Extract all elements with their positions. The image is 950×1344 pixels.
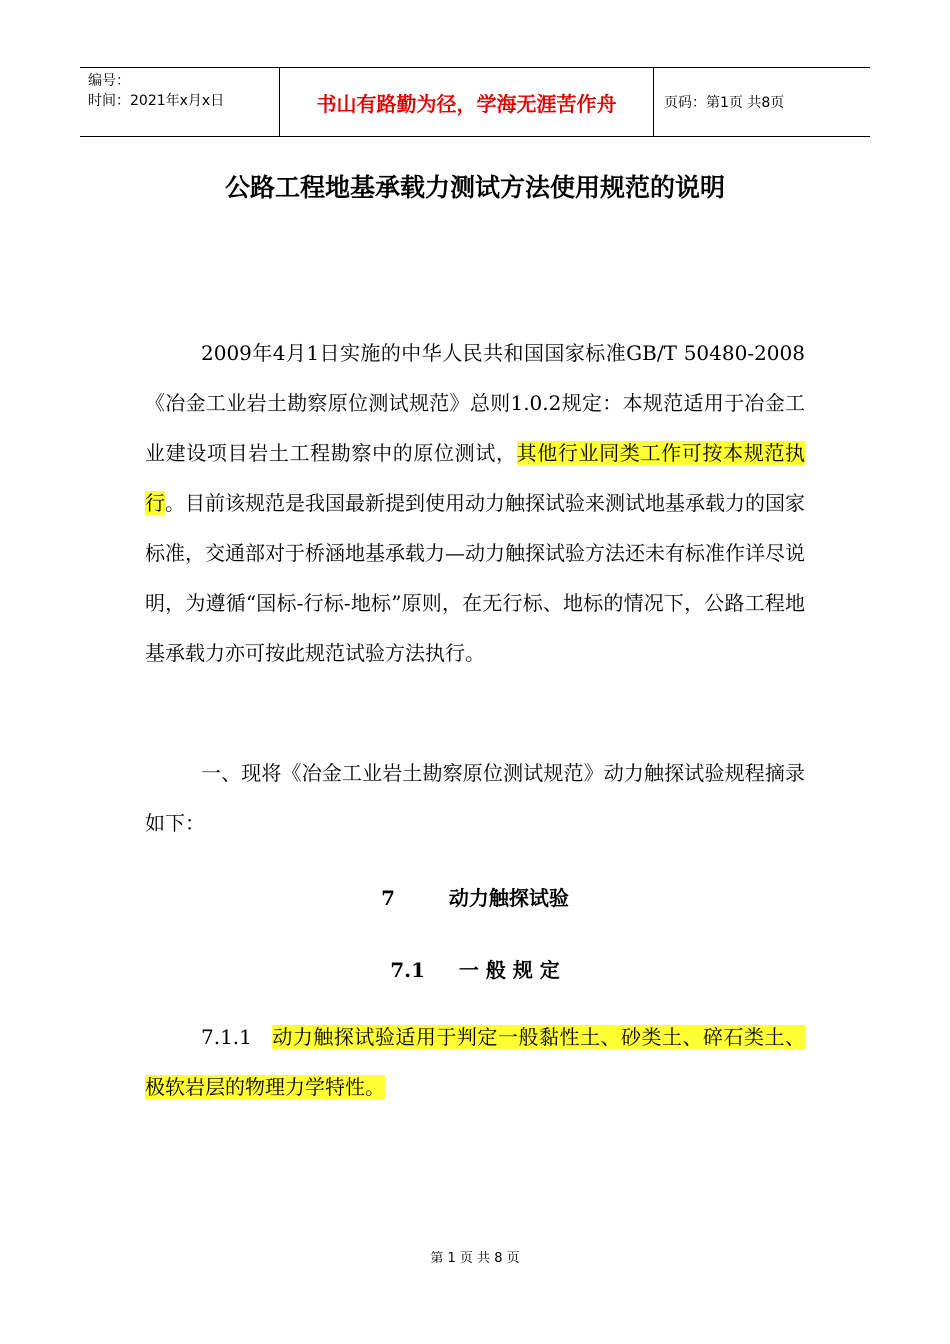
section-7-1-heading — [0, 954, 950, 983]
clause-7-1-1 — [145, 1012, 805, 1112]
clause-7-1-1-text: 动力触探试验适用于判定一般黏性土、砂类土、碎石类土、极软岩层的物理力学特性。 — [145, 1025, 805, 1099]
paragraph-intro — [145, 328, 805, 678]
page-footer: 第 1 页 共 8 页 — [430, 1251, 520, 1266]
page-header — [80, 67, 870, 137]
section-7-heading — [0, 882, 950, 911]
section-7-title: 动力触探试验 — [448, 886, 569, 910]
section-7-1-number: 7.1 — [390, 958, 425, 982]
header-motto: 书山有路勤为径，学海无涯苦作舟 — [280, 68, 654, 136]
number-label: 编号： — [88, 73, 130, 89]
section-7-number: 7 — [381, 886, 395, 910]
paragraph-intro-text-a: 2009年4月1日实施的中华人民共和国国家标准GB/T 50480-2008《冶金工业岩土勘察原位测试规范》总则1.0.2规定：本规范适用于冶金工业建设项目岩土工程勘察中的原位测试， — [145, 341, 805, 465]
time-label: 时间：2021年x月x日 — [88, 93, 225, 109]
header-page-code: 页码：第1页 共8页 — [664, 95, 785, 111]
clause-7-1-1-number: 7.1.1 — [201, 1025, 252, 1049]
section-7-1-title: 一 般 规 定 — [458, 958, 560, 982]
document-title: 公路工程地基承载力测试方法使用规范的说明 — [224, 173, 725, 202]
header-meta — [80, 68, 280, 136]
paragraph-intro-text-b: 。目前该规范是我国最新提到使用动力触探试验来测试地基承载力的国家标准，交通部对于桥涵地基承载力—动力触探试验方法还未有标准作详尽说明，为遵循“国标-行标-地标”原则，在无行标、地标的情况下，公路工程地基承载力亦可按此规范试验方法执行。 — [145, 491, 805, 665]
paragraph-excerpt-intro: 一、现将《冶金工业岩土勘察原位测试规范》动力触探试验规程摘录如下： — [145, 761, 805, 835]
highlighted-text: 其他行业同类工作可按本规范执行 — [145, 441, 806, 515]
